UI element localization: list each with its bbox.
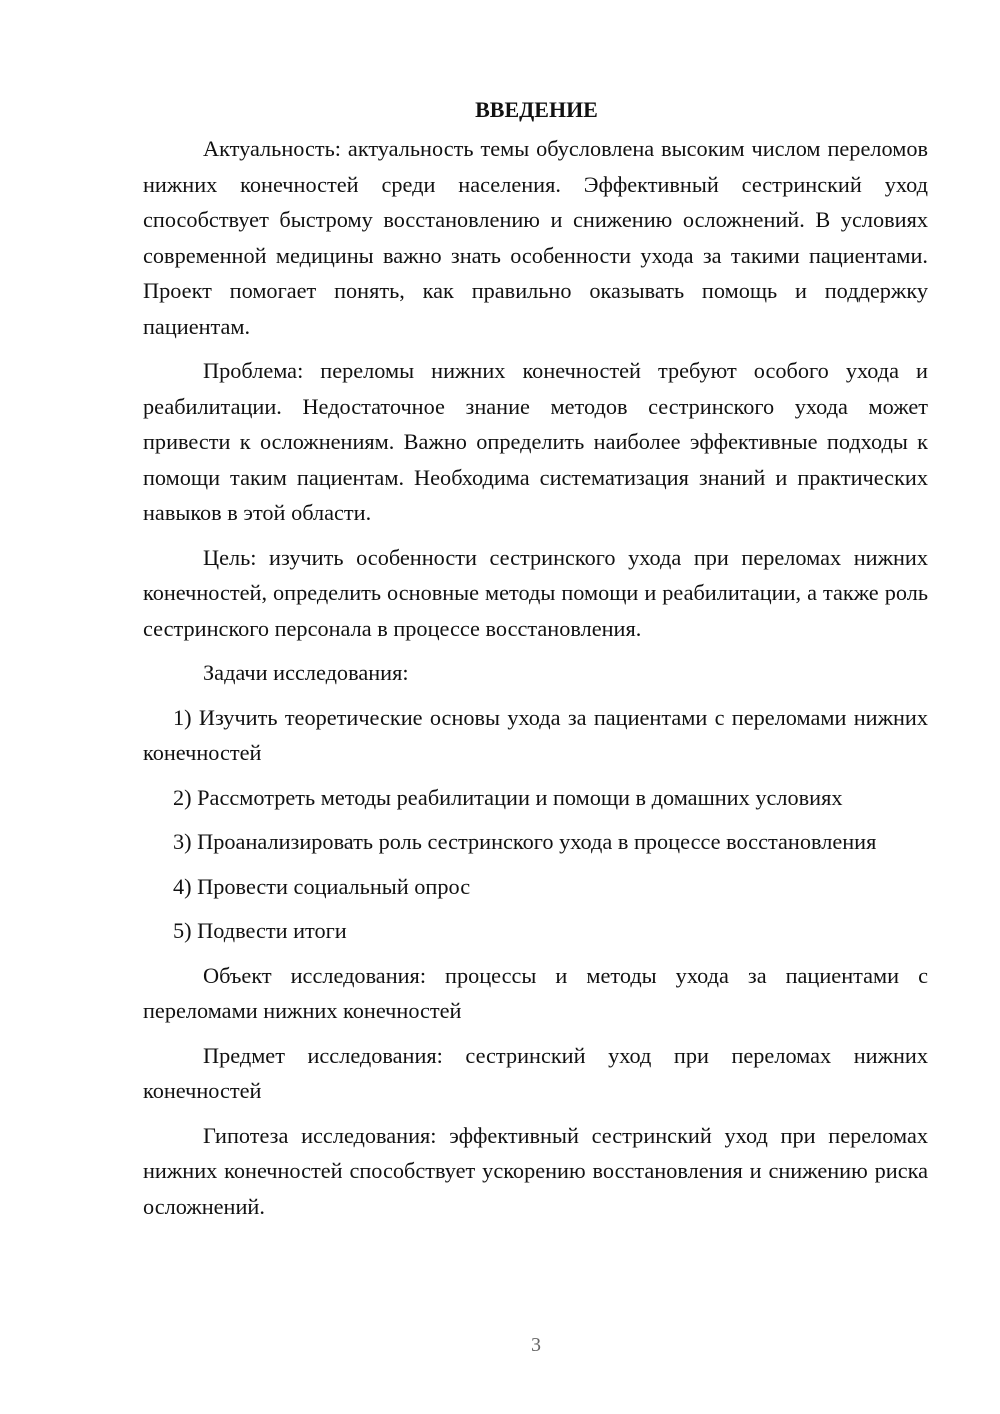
paragraph-problem: Проблема: переломы нижних конечностей требуют особого ухода и реабилитации. Недостаточное знание методов сестринского ухода может привести к осложнениям. Важно определить наиболее эффективные подходы к помощи таким пациентам. Необходима систематизация знаний и практических навыков в этой области. xyxy=(143,358,928,525)
paragraph-subject: Предмет исследования: сестринский уход при переломах нижних конечностей xyxy=(143,1042,928,1103)
paragraph-relevance: Актуальность: актуальность темы обусловлена высоким числом переломов нижних конечностей среди населения. Эффективный сестринский уход способствует быстрому восстановлению и снижению осложнений. В условиях современной медицины важно знать особенности ухода за такими пациентами. Проект помогает понять, как правильно оказывать помощь и поддержку пациентам. xyxy=(143,136,928,339)
paragraph-goal: Цель: изучить особенности сестринского ухода при переломах нижних конечностей, определить основные методы помощи и реабилитации, а также роль сестринского персонала в процессе восстановления. xyxy=(143,544,928,641)
document-body xyxy=(143,95,928,1233)
paragraph-hypothesis: Гипотеза исследования: эффективный сестринский уход при переломах нижних конечностей способствует ускорению восстановления и снижению риска осложнений. xyxy=(143,1122,928,1219)
paragraph-object: Объект исследования: процессы и методы ухода за пациентами с переломами нижних конечностей xyxy=(143,962,928,1023)
task-item-5: 5) Подвести итоги xyxy=(173,918,347,943)
task-item-2: 2) Рассмотреть методы реабилитации и помощи в домашних условиях xyxy=(173,784,843,810)
task-item-4: 4) Провести социальный опрос xyxy=(173,873,471,899)
page-number: 3 xyxy=(531,1334,541,1356)
task-item-3: 3) Проанализировать роль сестринского ухода в процессе восстановления xyxy=(173,829,877,854)
task-item-1: 1) Изучить теоретические основы ухода за пациентами с переломами нижних конечностей xyxy=(143,704,928,765)
section-heading: ВВЕДЕНИЕ xyxy=(475,97,598,122)
paragraph-tasks-intro: Задачи исследования: xyxy=(203,660,409,685)
